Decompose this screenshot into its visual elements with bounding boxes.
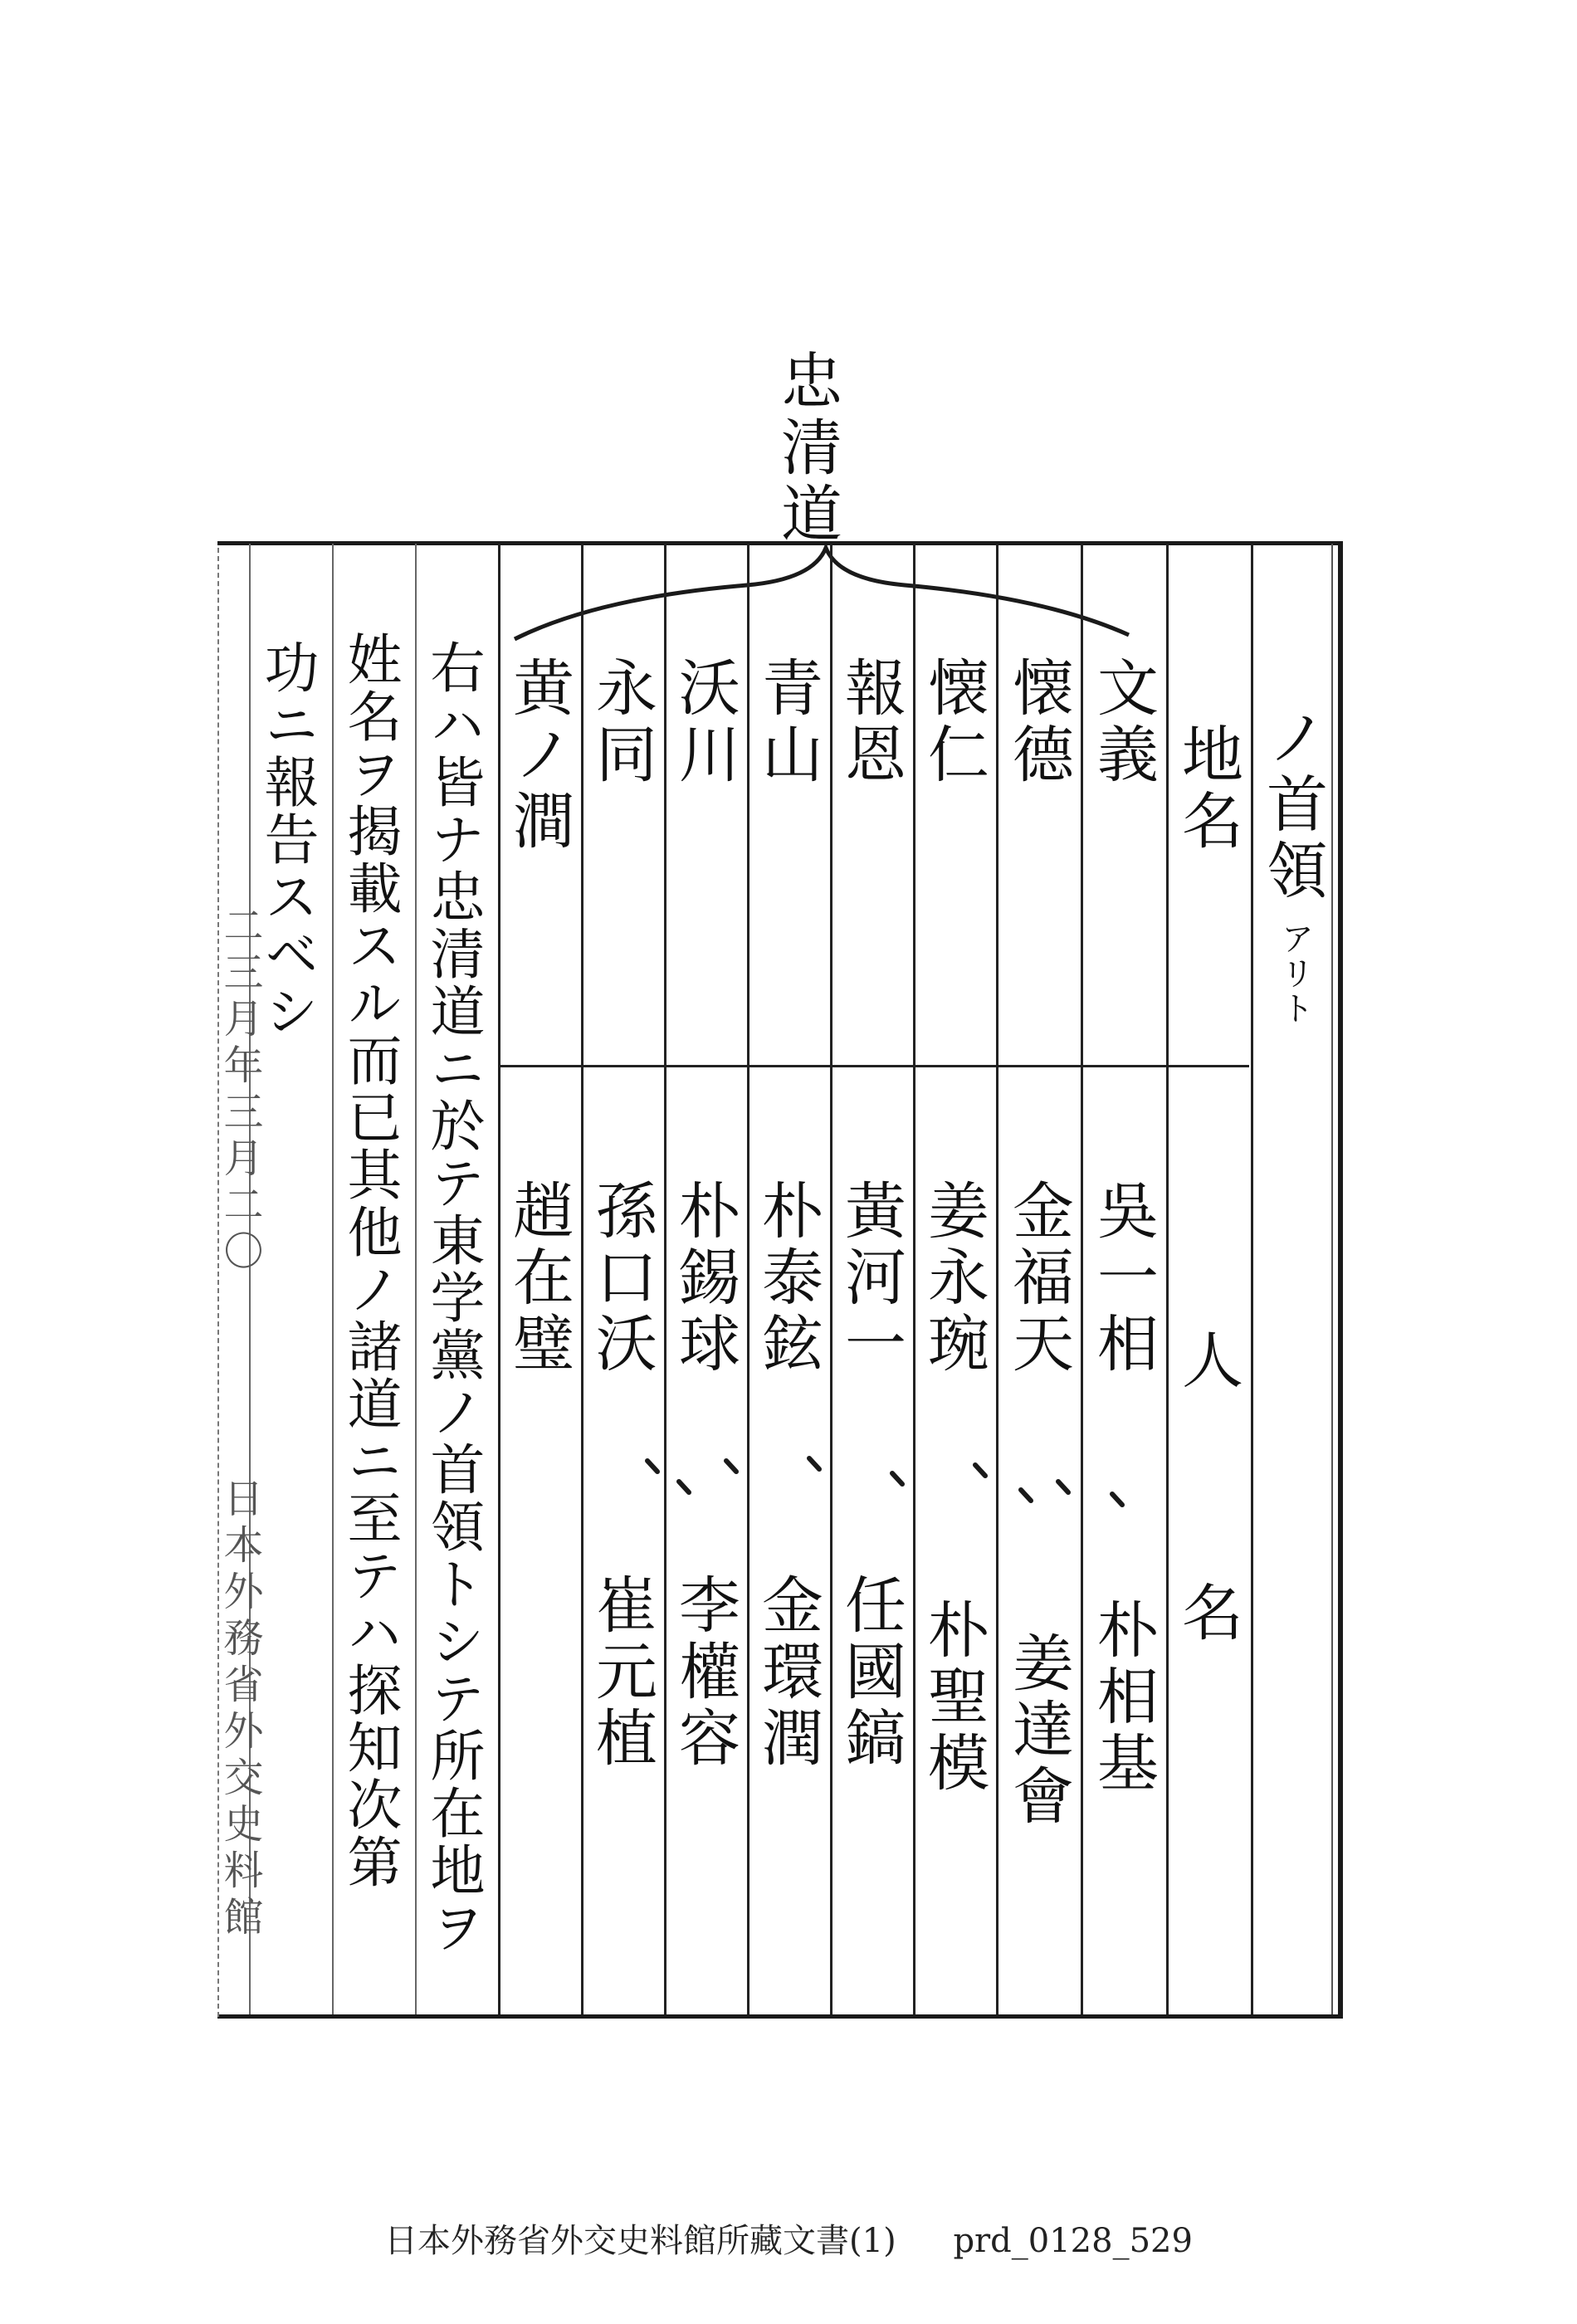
row-person-2: 金環潤 xyxy=(752,1573,823,1772)
col-rule xyxy=(913,544,915,2014)
row-place: 報恩 xyxy=(835,656,906,788)
row-person-1: 朴錫球 xyxy=(669,1179,740,1378)
row-person-2: 朴相基 xyxy=(1087,1598,1159,1797)
col-rule xyxy=(498,544,500,2014)
footer-id: prd_0128_529 xyxy=(953,2222,1193,2260)
intro-tail: アリト xyxy=(1276,921,1314,1026)
col-rule xyxy=(1251,544,1253,2014)
heading-block xyxy=(768,349,867,548)
row-place: 青山 xyxy=(752,656,823,788)
col-rule xyxy=(664,544,666,2014)
note-line-2: 姓名ヲ揭載スル而已其他ノ諸道ニ至テハ探知次第 xyxy=(338,631,402,1891)
row-place: 永同 xyxy=(586,656,657,788)
row-place: 文義 xyxy=(1087,656,1159,788)
row-person-2: 李權容 xyxy=(669,1573,740,1772)
footer xyxy=(0,2214,1577,2262)
row-person-2: 崔元植 xyxy=(586,1573,657,1772)
row-person-1: 朴泰鉉 xyxy=(752,1179,823,1378)
row-person-2: 任國鎬 xyxy=(835,1573,906,1772)
col-rule xyxy=(996,544,998,2014)
archive-stamp-name: 日本外務省外交史料館 xyxy=(217,1477,263,1942)
row-place: 黄ノ澗 xyxy=(503,656,574,855)
row-place: 懐德 xyxy=(1003,656,1074,788)
frame-inner-rule xyxy=(1331,544,1333,2014)
row-person-1: 金福天 xyxy=(1003,1179,1074,1378)
col-rule xyxy=(1166,544,1169,2014)
row-place: 懐仁 xyxy=(918,656,989,788)
heading-title: 忠清道 xyxy=(771,349,842,548)
col-rule xyxy=(415,544,417,2014)
col-rule xyxy=(747,544,749,2014)
row-place: 沃川 xyxy=(669,656,740,788)
note-line-1: 右ハ皆ナ忠清道ニ於テ東学黨ノ首領トシテ所在地ヲ xyxy=(421,639,485,1956)
row-person-1: 黃河一 xyxy=(835,1179,906,1378)
archive-stamp-date: 二三月年三月二〇 xyxy=(217,905,263,1277)
row-person-1: 姜永琬 xyxy=(918,1179,989,1378)
note-line-3: 功ニ報告スベシ xyxy=(255,639,319,1040)
row-person-2: 姜達會 xyxy=(1003,1631,1074,1830)
row-person-1: 趙在璧 xyxy=(503,1179,574,1378)
ditto-marks xyxy=(631,1448,1162,1589)
intro-text: ノ首領 xyxy=(1257,706,1328,905)
row-person-1: 孫口沃 xyxy=(586,1179,657,1378)
header-person: 人名 xyxy=(1172,1328,1243,1833)
col-rule xyxy=(581,544,583,2014)
col-rule xyxy=(332,544,334,2014)
header-place: 地名 xyxy=(1172,722,1243,855)
section-divider xyxy=(498,1065,1249,1067)
col-rule xyxy=(830,544,832,2014)
row-person-1: 吳一相 xyxy=(1087,1179,1159,1378)
footer-source: 日本外務省外交史料館所藏文書(1) xyxy=(384,2222,896,2260)
col-rule xyxy=(1081,544,1083,2014)
row-person-2: 朴聖模 xyxy=(918,1598,989,1797)
